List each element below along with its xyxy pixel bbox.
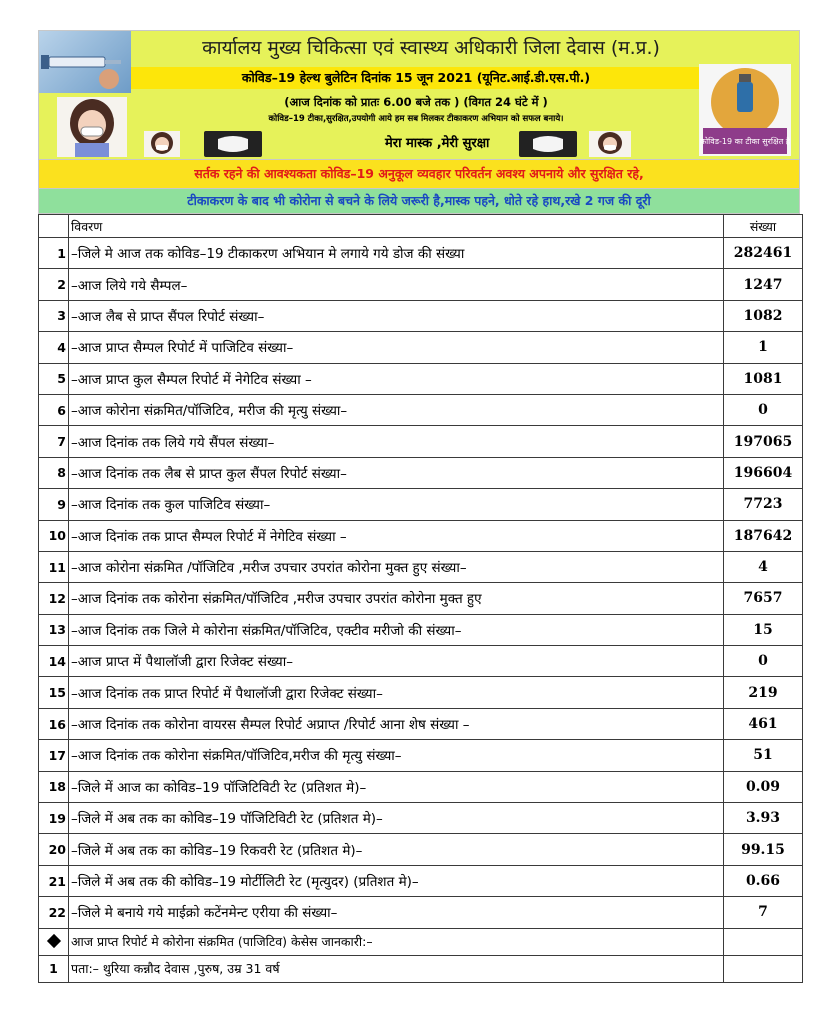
bulletin-date: कोविड–19 हेल्थ बुलेटिन दिनांक 15 जून 2021 (यूनिट.आई.डी.एस.पी.) — [131, 67, 701, 89]
row-count: 0 — [724, 394, 803, 425]
row-number: 22 — [39, 897, 69, 928]
row-count: 4 — [724, 551, 803, 582]
table-row — [39, 803, 803, 834]
row-number: 20 — [39, 834, 69, 865]
row-description: –आज प्राप्त कुल सैम्पल रिपोर्ट में नेगेटिव संख्या – — [69, 363, 724, 394]
row-count: 15 — [724, 614, 803, 645]
table-row — [39, 489, 803, 520]
diamond-bullet-cell — [39, 928, 69, 955]
row-number: 15 — [39, 677, 69, 708]
row-number: 8 — [39, 457, 69, 488]
vaccine-injection-image — [39, 31, 131, 93]
table-row — [39, 238, 803, 269]
row-description: –जिले में अब तक का कोविड–19 रिकवरी रेट (प्रतिशत मे)– — [69, 834, 724, 865]
row-count: 1081 — [724, 363, 803, 394]
row-description: –जिले में आज का कोविड–19 पॉजिटिविटी रेट (प्रतिशत मे)– — [69, 771, 724, 802]
time-note: (आज दिनांक को प्रातः 6.00 बजे तक ) (विगत 24 घंटे में ) — [284, 95, 548, 109]
table-row — [39, 740, 803, 771]
bulletin-header — [38, 30, 800, 160]
slogan-strip — [139, 131, 699, 157]
row-description: –आज प्राप्त में पैथालॉजी द्वारा रिजेक्ट संख्या– — [69, 646, 724, 677]
row-number: 17 — [39, 740, 69, 771]
case-address: पता:– थुरिया कन्नौद देवास ,पुरुष, उम्र 31 वर्ष — [69, 955, 724, 982]
row-count: 3.93 — [724, 803, 803, 834]
row-number: 16 — [39, 708, 69, 739]
table-row — [39, 551, 803, 582]
table-row — [39, 614, 803, 645]
row-count: 197065 — [724, 426, 803, 457]
row-count: 219 — [724, 677, 803, 708]
row-number: 12 — [39, 583, 69, 614]
table-row — [39, 646, 803, 677]
mask-slogan: मेरा मास्क ,मेरी सुरक्षा — [385, 136, 490, 151]
row-description: –आज दिनांक तक कुल पाजिटिव संख्या– — [69, 489, 724, 520]
case-number: 1 — [39, 955, 69, 982]
row-count: 51 — [724, 740, 803, 771]
empty-count-cell — [724, 928, 803, 955]
empty-count-cell — [724, 955, 803, 982]
row-count: 1 — [724, 332, 803, 363]
row-description: –आज लिये गये सैम्पल– — [69, 269, 724, 300]
row-number: 21 — [39, 865, 69, 896]
row-description: –आज दिनांक तक कोरोना संक्रमित/पॉजिटिव,मरीज की मृत्यु संख्या– — [69, 740, 724, 771]
row-description: –जिले मे आज तक कोविड–19 टीकाकरण अभियान मे लगाये गये डोज की संख्या — [69, 238, 724, 269]
table-header-row — [39, 215, 803, 238]
row-count: 7 — [724, 897, 803, 928]
masked-girl-small-image — [144, 131, 180, 157]
table-row — [39, 269, 803, 300]
vaccination-band: टीकाकरण के बाद भी कोरोना से बचने के लिये जरूरी है,मास्क पहने, धोते रहे हाथ,रखे 2 गज की दूरी — [38, 189, 800, 214]
row-description: –आज प्राप्त सैम्पल रिपोर्ट में पाजिटिव संख्या– — [69, 332, 724, 363]
header-description: विवरण — [69, 215, 724, 238]
positive-case-row — [39, 955, 803, 982]
row-number: 1 — [39, 238, 69, 269]
row-count: 1247 — [724, 269, 803, 300]
row-number: 9 — [39, 489, 69, 520]
row-count: 0 — [724, 646, 803, 677]
table-row — [39, 457, 803, 488]
table-row — [39, 771, 803, 802]
table-row — [39, 300, 803, 331]
row-description: –आज दिनांक तक कोरोना वायरस सैम्पल रिपोर्ट अप्राप्त /रिपोर्ट आना शेष संख्या – — [69, 708, 724, 739]
table-row — [39, 834, 803, 865]
row-number: 14 — [39, 646, 69, 677]
row-number: 13 — [39, 614, 69, 645]
row-description: –जिले में अब तक का कोविड–19 पॉजिटिविटी रेट (प्रतिशत मे)– — [69, 803, 724, 834]
bulletin-sheet — [38, 30, 800, 983]
row-number: 19 — [39, 803, 69, 834]
table-row — [39, 332, 803, 363]
row-count: 7723 — [724, 489, 803, 520]
row-description: –आज कोरोना संक्रमित/पॉजिटिव, मरीज की मृत्यु संख्या– — [69, 394, 724, 425]
table-row — [39, 426, 803, 457]
row-description: –आज दिनांक तक कोरोना संक्रमित/पॉजिटिव ,मरीज उपचार उपरांत कोरोना मुक्त हुए — [69, 583, 724, 614]
header-count: संख्या — [724, 215, 803, 238]
face-mask-image — [204, 131, 262, 157]
table-row — [39, 865, 803, 896]
table-row — [39, 897, 803, 928]
row-description: –जिले मे बनाये गये माईक्रो कटेंनमेन्ट एरीया की संख्या– — [69, 897, 724, 928]
row-count: 461 — [724, 708, 803, 739]
row-number: 10 — [39, 520, 69, 551]
face-mask-image-2 — [519, 131, 577, 157]
row-count: 0.09 — [724, 771, 803, 802]
caution-band: सर्तक रहने की आवश्यकता कोविड–19 अनुकूल व्यवहार परिवर्तन अवश्य अपनाये और सुरक्षित रहे, — [38, 160, 800, 189]
row-number: 3 — [39, 300, 69, 331]
row-count: 282461 — [724, 238, 803, 269]
badge-text: कोविड-19 का टीका सुरक्षित है — [699, 137, 791, 146]
table-row — [39, 520, 803, 551]
row-count: 1082 — [724, 300, 803, 331]
row-description: –आज दिनांक तक लैब से प्राप्त कुल सैंपल रिपोर्ट संख्या– — [69, 457, 724, 488]
row-count: 187642 — [724, 520, 803, 551]
row-description: –आज दिनांक तक प्राप्त रिपोर्ट में पैथालॉजी द्वारा रिजेक्ट संख्या– — [69, 677, 724, 708]
positive-cases-heading: आज प्राप्त रिपोर्ट मे कोरोना संक्रमित (पाजिटिव) केसेस जानकारी:– — [69, 928, 724, 955]
vaccination-note: कोविड–19 टीका,सुरक्षित,उपयोगी आये हम सब मिलकर टीकाकरण अभियान को सफल बनाये। — [268, 114, 564, 124]
vaccine-safe-badge-image — [699, 64, 791, 156]
row-count: 7657 — [724, 583, 803, 614]
row-number: 7 — [39, 426, 69, 457]
row-description: –आज दिनांक तक जिले मे कोरोना संक्रमित/पॉजिटिव, एक्टीव मरीजो की संख्या– — [69, 614, 724, 645]
masked-girl-image — [57, 97, 127, 157]
table-row — [39, 363, 803, 394]
diamond-bullet-icon — [46, 934, 60, 948]
row-description: –जिले में अब तक की कोविड–19 मोर्टीलिटी रेट (मृत्युदर) (प्रतिशत मे)– — [69, 865, 724, 896]
row-number: 5 — [39, 363, 69, 394]
row-description: –आज कोरोना संक्रमित /पॉजिटिव ,मरीज उपचार उपरांत कोरोना मुक्त हुए संख्या– — [69, 551, 724, 582]
positive-cases-heading-row — [39, 928, 803, 955]
row-count: 196604 — [724, 457, 803, 488]
masked-girl-small-image-2 — [589, 131, 631, 157]
table-row — [39, 708, 803, 739]
header-number-cell — [39, 215, 69, 238]
row-count: 99.15 — [724, 834, 803, 865]
row-description: –आज दिनांक तक प्राप्त सैम्पल रिपोर्ट में नेगेटिव संख्या – — [69, 520, 724, 551]
row-number: 18 — [39, 771, 69, 802]
table-row — [39, 583, 803, 614]
row-number: 6 — [39, 394, 69, 425]
table-row — [39, 394, 803, 425]
row-count: 0.66 — [724, 865, 803, 896]
office-title: कार्यालय मुख्य चिकित्सा एवं स्वास्थ्य अधिकारी जिला देवास (म.प्र.) — [202, 37, 660, 59]
table-row — [39, 677, 803, 708]
row-description: –आज दिनांक तक लिये गये सैंपल संख्या– — [69, 426, 724, 457]
row-number: 2 — [39, 269, 69, 300]
row-number: 11 — [39, 551, 69, 582]
statistics-table — [38, 214, 803, 983]
row-number: 4 — [39, 332, 69, 363]
row-description: –आज लैब से प्राप्त सैंपल रिपोर्ट संख्या– — [69, 300, 724, 331]
